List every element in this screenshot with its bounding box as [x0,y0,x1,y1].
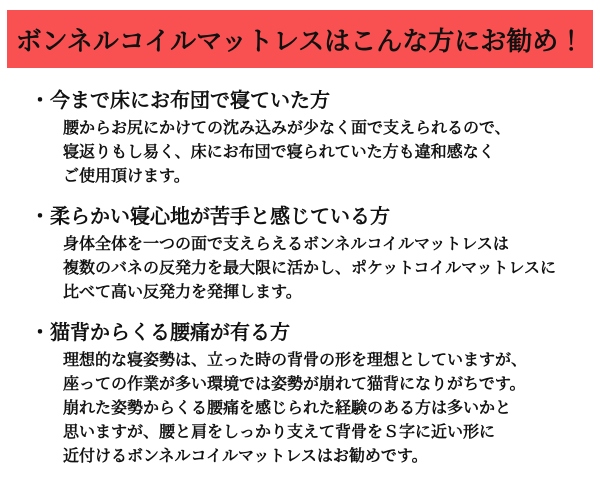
section-heading: ・今まで床にお布団で寝ていた方 [30,88,330,112]
body-line: 思いますが、腰と肩をしっかり支えて背骨をＳ字に近い形に [63,422,496,441]
section-back-pain [30,319,586,468]
content-area [0,68,600,468]
section-heading: ・柔らかい寝心地が苦手と感じている方 [30,204,390,228]
section-futon-sleepers [30,87,586,188]
section-body [63,232,586,304]
page-title: ボンネルコイルマットレスはこんな方にお勧め！ [15,26,585,57]
body-line: 比べて高い反発力を発揮します。 [63,282,302,301]
body-line: 寝返りもし易く、床にお布団で寝られていた方も違和感なく [63,142,495,161]
body-line: 理想的な寝姿勢は、立った時の背骨の形を理想としていますが、 [63,350,528,369]
section-heading: ・猫背からくる腰痛が有る方 [30,320,290,344]
header-banner [7,10,593,68]
body-line: 身体全体を一つの面で支えらえるボンネルコイルマットレスは [63,234,509,253]
body-line: 近付けるボンネルコイルマットレスはお勧めです。 [63,446,428,465]
body-line: 崩れた姿勢からくる腰痛を感じられた経験のある方は多いかと [63,398,512,417]
section-body [63,348,586,468]
section-body [63,116,586,188]
body-line: 複数のバネの反発力を最大限に活かし、ポケットコイルマットレスに [63,258,556,277]
section-firm-preference [30,203,586,304]
body-line: 腰からお尻にかけての沈み込みが少なく面で支えられるので、 [63,118,511,137]
body-line: ご使用頂けます。 [63,166,190,185]
body-line: 座っての作業が多い環境では姿勢が崩れて猫背になりがちです。 [63,374,526,393]
